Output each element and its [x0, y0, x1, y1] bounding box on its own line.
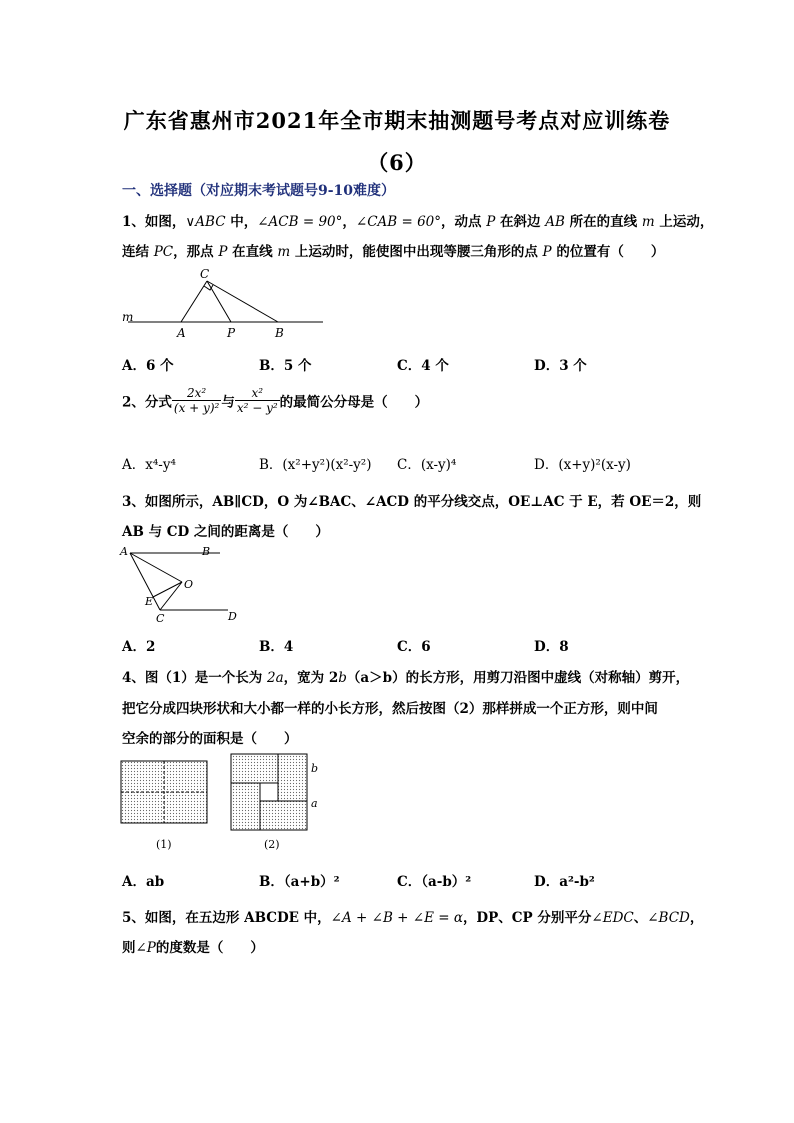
label-b: B: [202, 545, 211, 558]
fraction-2: $\frac{\text{x²}}{\text{x² − y²}}$: [236, 386, 278, 415]
q3-option-c[interactable]: C．6: [397, 639, 431, 655]
q1-option-b[interactable]: B．5 个: [259, 358, 312, 374]
q1-text-line1: 1、如图，∨ABC 中，∠ACB = 90°，∠CAB = 60°，动点 P 在斜边 AB 所在的直线 m 上运动，: [122, 214, 714, 230]
q3-option-a[interactable]: A．2: [122, 639, 156, 655]
label-c: C: [200, 267, 210, 281]
figure2-caption: (2): [264, 838, 280, 851]
section-heading: 一、选择题（对应期末考试题号9-10难度）: [122, 183, 396, 199]
q3-text-line1: 3、如图所示，AB∥CD，O 为∠BAC、∠ACD 的平分线交点，OE⊥AC 于 E，若 OE＝2，则: [122, 494, 702, 510]
q3-parallel-lines-figure: [118, 543, 248, 625]
q4-text-line1: 4、图（1）是一个长为 2a，宽为 2b（a＞b）的长方形，用剪刀沿图中虚线（对称轴）剪开，: [122, 670, 690, 686]
label-c: C: [156, 612, 165, 625]
q3-option-b[interactable]: B．4: [259, 639, 294, 655]
q4-rectangles-figure: [118, 752, 328, 854]
label-e: E: [145, 595, 154, 608]
label-a: A: [120, 545, 128, 558]
q4-text-line2: 把它分成四块形状和大小都一样的小长方形，然后按图（2）那样拼成一个正方形，则中间: [122, 701, 658, 717]
q2-option-d[interactable]: D．(x+y)²(x-y): [534, 457, 631, 473]
figure2-center-gap: [260, 783, 278, 801]
figure2-label-b: b: [311, 762, 319, 775]
q4-option-d[interactable]: D．a²-b²: [534, 874, 595, 890]
page-title: 广东省惠州市2021年全市期末抽测题号考点对应训练卷: [123, 108, 671, 133]
figure2-label-a: a: [311, 797, 318, 810]
label-b: B: [275, 326, 284, 340]
label-o: O: [184, 578, 194, 591]
label-m: m: [122, 310, 134, 324]
fraction-1: $\frac{\text{2x²}}{\text{(x + y)²}}$: [173, 386, 220, 415]
q1-option-c[interactable]: C．4 个: [397, 358, 449, 374]
q1-option-d[interactable]: D．3 个: [534, 358, 587, 374]
label-d: D: [228, 610, 237, 623]
segment-oe: [153, 582, 182, 597]
q2-text: 2、分式 $\frac{\text{2x²}}{\text{(x + y)²}}$ 与 $\frac{\text{x²}}{\text{x² − y²}}$ 的最简公分母是（ ）: [122, 386, 429, 415]
q4-option-c[interactable]: C．（a-b）²: [397, 874, 472, 890]
q1-text-line2: 连结 PC，那点 P 在直线 m 上运动时，能使图中出现等腰三角形的点 P 的位置有（ ）: [122, 244, 665, 260]
q5-text-line1: 5、如图，在五边形 ABCDE 中，∠A + ∠B + ∠E = α，DP、CP 分别平分∠EDC、∠BCD，: [122, 910, 704, 926]
q3-option-d[interactable]: D．8: [534, 639, 569, 655]
segment-cp: [207, 281, 231, 322]
q1-triangle-figure: [118, 266, 328, 342]
q3-text-line2: AB 与 CD 之间的距离是（ ）: [122, 524, 329, 540]
q2-option-b[interactable]: B．(x²+y²)(x²-y²): [259, 457, 372, 473]
page-title-number: （6）: [367, 150, 427, 175]
figure1-caption: (1): [156, 838, 172, 851]
q4-option-a[interactable]: A．ab: [122, 874, 165, 890]
segment-co: [160, 582, 182, 610]
q4-option-b[interactable]: B．（a+b）²: [259, 874, 340, 890]
q1-option-a[interactable]: A．6 个: [122, 358, 174, 374]
q4-text-line3: 空余的部分的面积是（ ）: [122, 731, 298, 747]
q2-option-a[interactable]: A．x⁴-y⁴: [122, 457, 176, 473]
segment-cb: [207, 281, 278, 322]
label-p: P: [227, 326, 236, 340]
q5-text-line2: 则∠P的度数是（ ）: [122, 940, 264, 956]
q2-option-c[interactable]: C．(x-y)⁴: [397, 457, 457, 473]
segment-ac: [181, 281, 207, 322]
label-a: A: [177, 326, 186, 340]
